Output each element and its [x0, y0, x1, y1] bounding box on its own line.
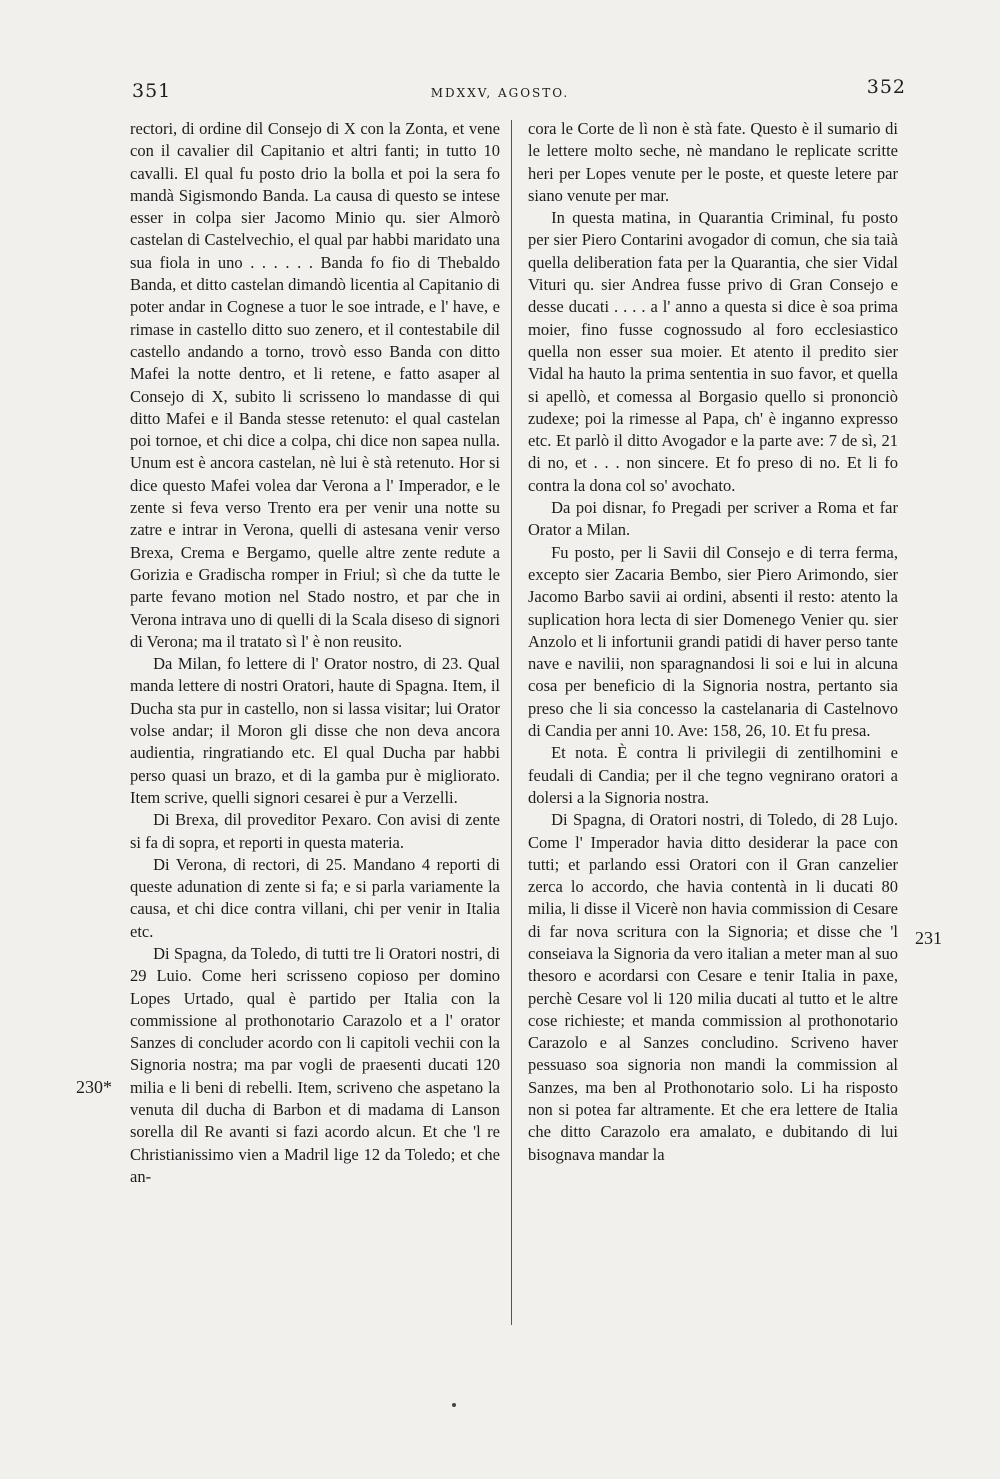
- margin-number-right: 231: [915, 928, 942, 948]
- paragraph: Da poi disnar, fo Pregadi per scriver a Roma et far Orator a Milan.: [528, 498, 898, 540]
- page-number-left: 351: [132, 80, 172, 102]
- paragraph: Da Milan, fo lettere di l' Orator nostro, di 23. Qual manda lettere di nostri Oratori, haute di Spagna. Item, il Ducha sta pur in castello, non si lassa visitar; lui Orator volse andar; il Moron gli disse che non deva ancora audientia, ringratiando etc. El qual Ducha par habbi perso quasi un brazo, et di la gamba pur è migliorato. Item scrive, quelli signori cesarei è pur a Verzelli.: [130, 654, 500, 807]
- right-column: [528, 118, 898, 1166]
- left-column: [130, 118, 500, 1188]
- ink-dot: [452, 1403, 456, 1407]
- paragraph: rectori, di ordine dil Consejo di X con la Zonta, et vene con il cavalier dil Capitanio et altri fanti; in tutto 10 cavalli. El qual fu posto drio la bolla et poi la sera fo mandà Sigismondo Banda. La causa di questo se intese esser in colpa sier Jacomo Minio qu. sier Almorò castelan di Castelvechio, el qual par habbi maridato una sua fiola in uno . . . . . . Banda fo fio di Thebaldo Banda, et ditto castelan dimandò licentia al Capitanio di poter andar in Cognese a tuor le soe intrade, e l' have, e rimase in castello ditto suo zenero, et il contestabile dil castello andando a torno, trovò esso Banda con ditto Mafei la notte dentro, et li retene, e fatto asaper al Consejo di X, subito li scrisseno lo mandasse di qui ditto Mafei e il Banda stesse retenuto: el qual castelan poi tornoe, et chi dice a colpa, chi dice non sapea nulla. Unum est è ancora castelan, nè lui è stà retenuto. Hor si dice questo Mafei volea dar Verona a l' Imperador, e le zente si feva verso Trento era per venir una notte su zatre e intrar in Verona, quelli di astesana venir verso Brexa, Crema e Bergamo, quelle altre zente redute a Gorizia e Gradischa romper in Friul; sì che da tutte le parte fevano motion nel Stado nostro, et par che in Verona intrava uno di quelli di la Scala diseso di signori di Verona; ma il tratato sì l' è non reusito.: [130, 119, 500, 651]
- paragraph: In questa matina, in Quarantia Criminal, fu posto per sier Piero Contarini avogador di comun, che sia taià quella deliberation fata per la Quarantia, che sier Vidal Vituri qu. sier Andrea fusse privo di Gran Consejo e desse ducati . . . . a l' anno a questa si dice è soa prima moier, fino fusse cognossudo al foro ecclesiastico quella non esser sua moier. Et atento il predito sier Vidal ha hauto la prima sententia in suo favor, et quella si apellò, et comessa al Borgasio quello si prononciò zudexe; poi la rimesse al Papa, ch' è inganno expresso etc. Et parlò il ditto Avogador e la parte ave: 7 de sì, 21 di no, et . . . non sincere. Et fo preso di no. Et li fo contra la dona col so' avochato.: [528, 208, 898, 495]
- page-header: [0, 74, 1000, 104]
- paragraph: Di Spagna, di Oratori nostri, di Toledo, di 28 Lujo. Come l' Imperador havia ditto desiderar la pace con tutti; et parlando essi Oratori con il Gran canzelier zerca lo accordo, che havia contentà in li ducati 80 milia, li disse il Vicerè non havia commission di Cesare di far nova scritura con la Signoria; et disse che 'l conseiava la Signoria da vero italian a meter man al suo thesoro e acordarsi con Cesare e tenir Italia in paxe, perchè Cesare vol li 120 milia ducati al tutto et le altre cose richieste; et manda commission al prothonotario Carazolo e al Sanzes concludino. Scriveno haver pessuaso soa signoria non mandi la commission al Sanzes, ma ben al Prothonotario solo. Li ha risposto non si potea far altramente. Et che era lettere de Italia che ditto Carazolo era amalato, e dubitando di lui bisognava mandar la: [528, 810, 898, 1164]
- paragraph: Di Verona, di rectori, di 25. Mandano 4 reporti di queste adunation di zente si fa; e si parla variamente la causa, et chi dice contra villani, chi per venir in Italia etc.: [130, 854, 500, 941]
- paragraph: Di Spagna, da Toledo, di tutti tre li Oratori nostri, di 29 Luio. Come heri scrisseno copioso per domino Lopes Urtado, qual è partido per Italia con la commissione al prothonotario Carazolo et a l' orator Sanzes di concluder acordo con li capitoli vechii con la Signoria nostra; ma par vogli de praesenti ducati 120 milia e li beni di rebelli. Item, scriveno che aspetano la venuta dil ducha di Barbon et di madama di Lanson sorella dil Re avanti si fazi acordo alcun. Et che 'l re Christianissimo vien a Madril lige 12 da Toledo; et che an-: [130, 943, 500, 1186]
- paragraph: Di Brexa, dil proveditor Pexaro. Con avisi di zente si fa di sopra, et reporti in questa materia.: [130, 810, 500, 852]
- paragraph: Et nota. È contra li privilegii di zentilhomini e feudali di Candia; per il che tegno vegnirano oratori a dolersi a la Signoria nostra.: [528, 743, 898, 807]
- running-title: MDXXV, AGOSTO.: [430, 86, 570, 100]
- paragraph: cora le Corte de lì non è stà fate. Questo è il sumario di le lettere molto seche, nè mandano le replicate scritte heri per Lopes venute per le poste, et queste letere par siano venute per mar.: [528, 119, 898, 205]
- margin-number-left: 230*: [76, 1077, 112, 1097]
- column-divider: [511, 120, 512, 1325]
- page-number-right: 352: [866, 76, 906, 98]
- paragraph: Fu posto, per li Savii dil Consejo e di terra ferma, excepto sier Zacaria Bembo, sier Piero Arimondo, sier Jacomo Barbo savii ai ordini, absenti il resto: atento la suplication hora lecta di sier Domenego Venier qu. sier Anzolo et li infortunii grandi patidi di haver perso tante nave e navilii, non sparagnandosi li soi e lui in alcuna cosa per beneficio di la Signoria nostra, pertanto sia preso che li sia concesso la castelanaria di Castelnovo di Candia per anni 10. Ave: 158, 26, 10. Et fu presa.: [528, 542, 898, 741]
